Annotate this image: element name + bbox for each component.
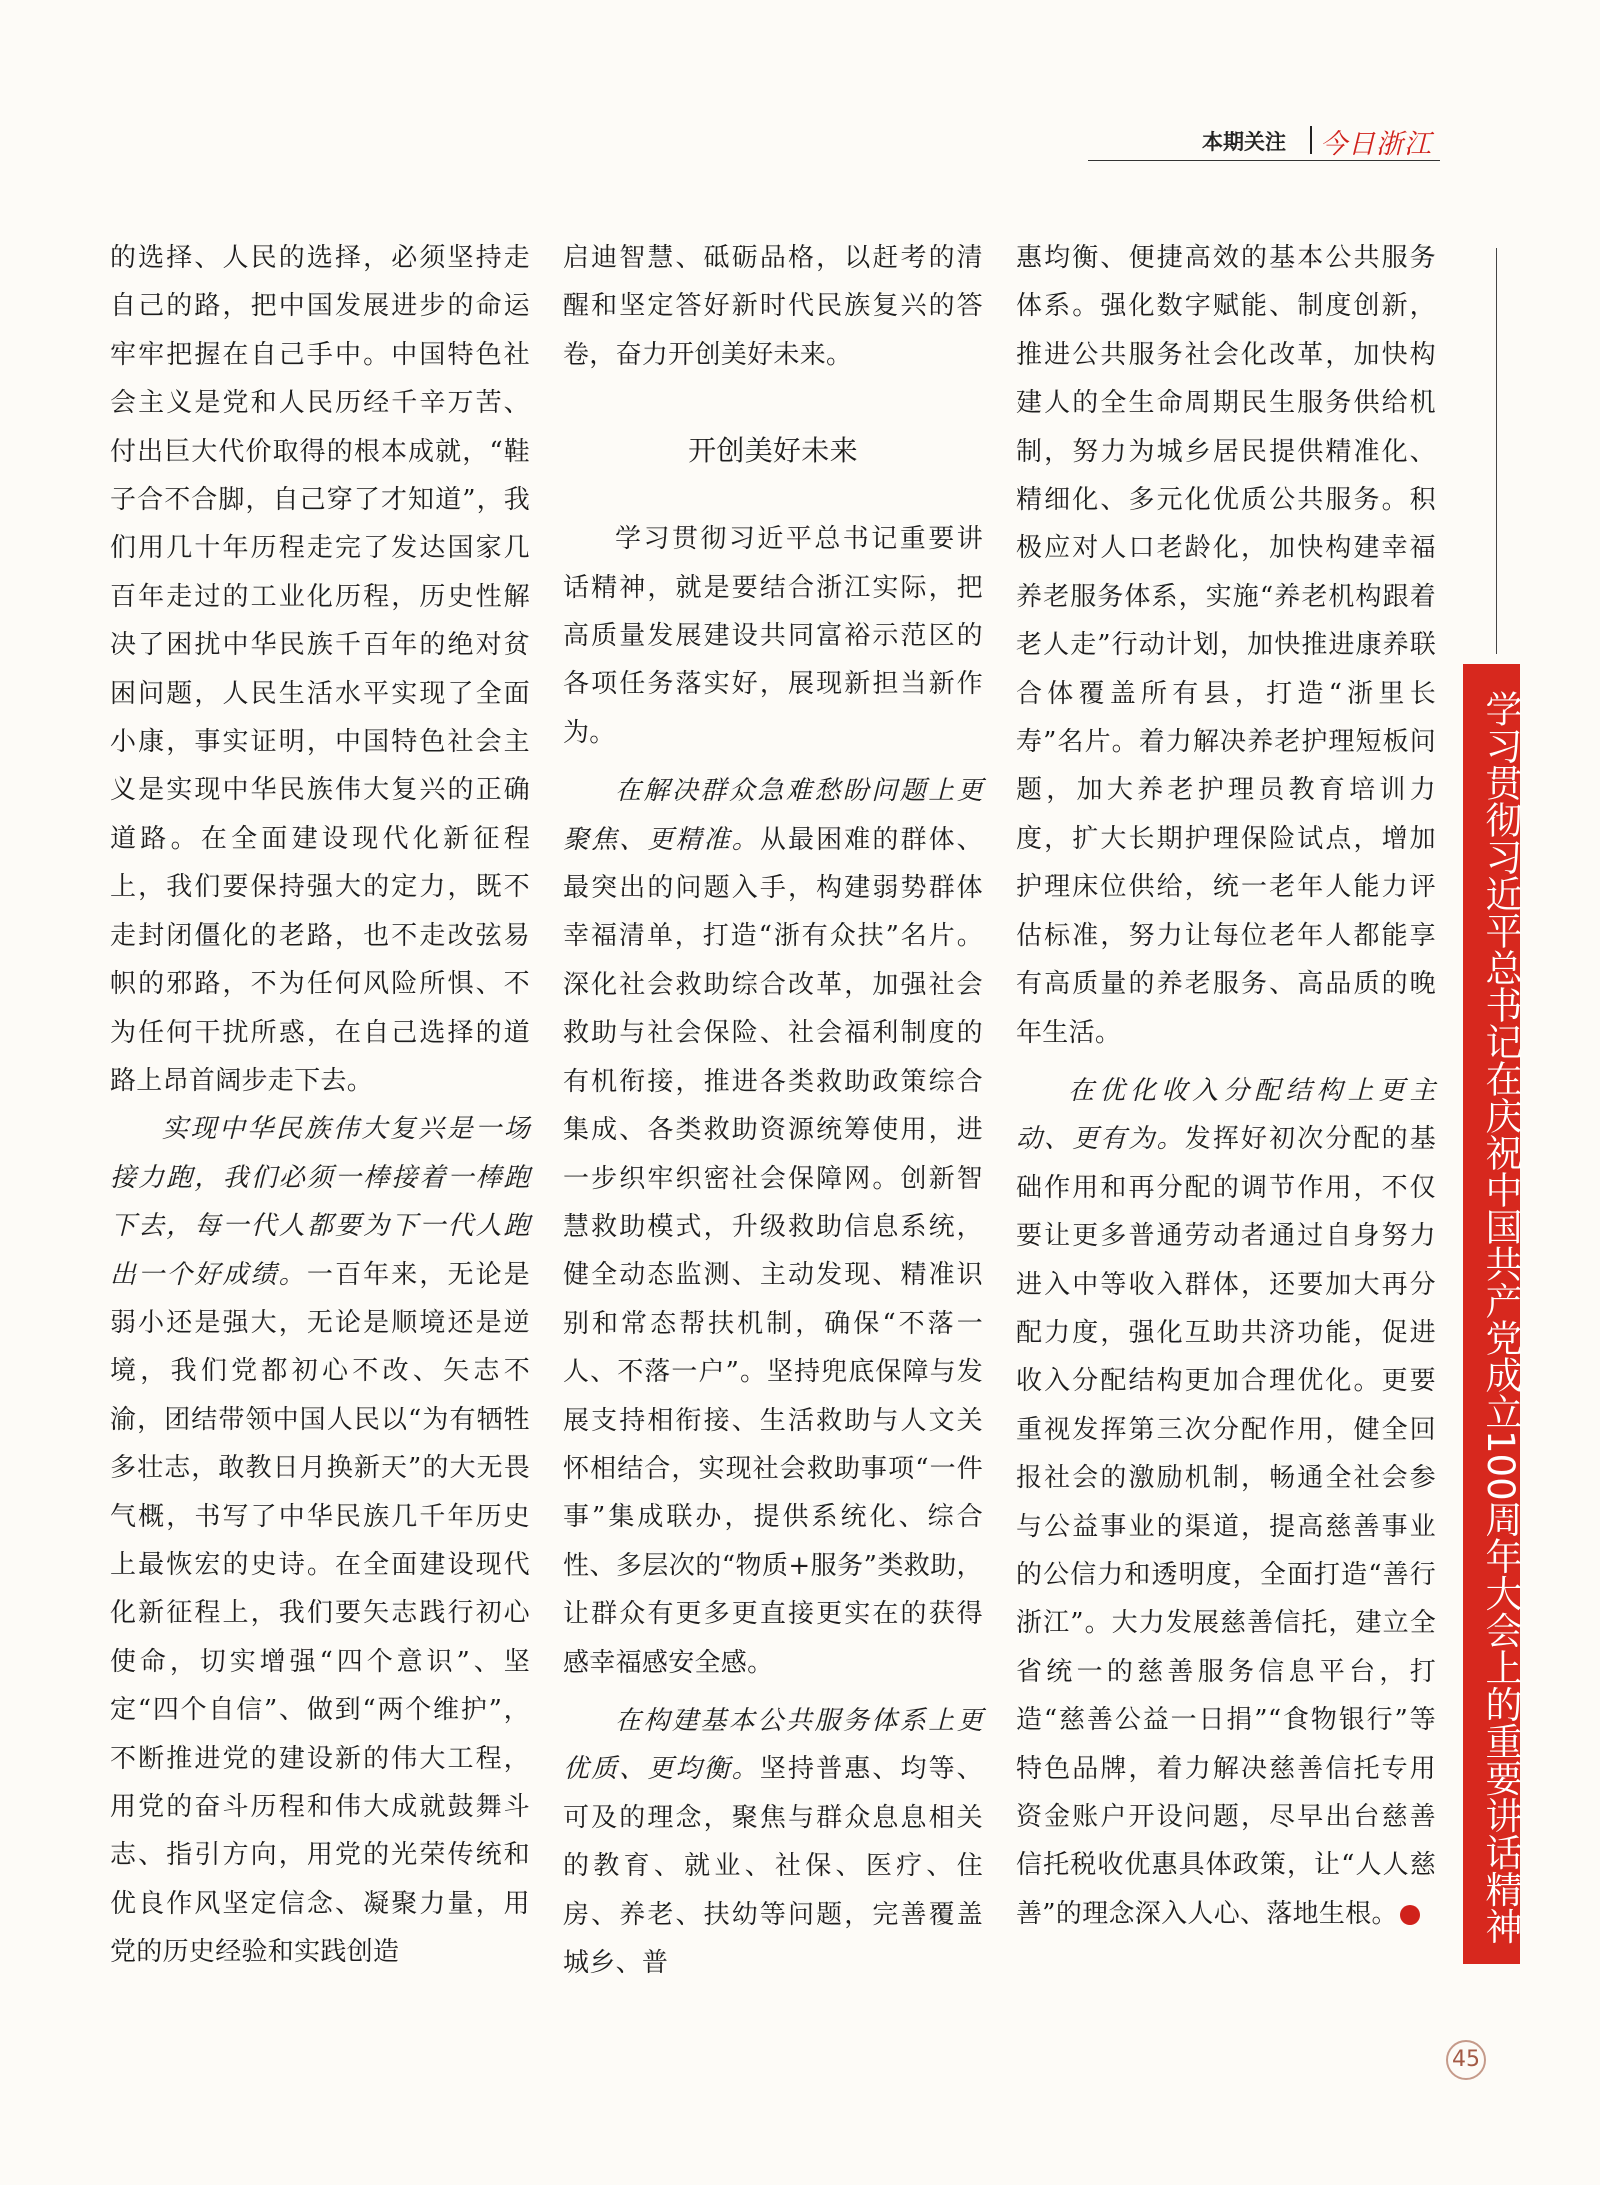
text-column-2 [563, 234, 983, 1987]
paragraph [110, 1105, 530, 1976]
sidebar-title: 学习贯彻习近平总书记在庆祝中国共产党成立100周年大会上的重要讲话精神 [1479, 689, 1522, 1945]
paragraph-body: 从最困难的群体、最突出的问题入手，构建弱势群体幸福清单，打造“浙有众扶”名片。深化社会救助综合改革，加强社会救助与社会保险、社会福利制度的有机衔接，推进各类救助政策综合集成、各类救助资源统筹使用，进一步织牢织密社会保障网。创新智慧救助模式，升级救助信息系统，健全动态监测、主动发现、精准识别和常态帮扶机制，确保“不落一人、不落一户”。坚持兜底保障与发展支持相衔接、生活救助与人文关怀相结合，实现社会救助事项“一件事”集成联办，提供系统化、综合性、多层次的“物质+服务”类救助，让群众有更多更直接更实在的获得感幸福感安全感。 [563, 824, 983, 1678]
text-column-1 [110, 234, 530, 1977]
paragraph-lead: 实现中华民族伟大复兴是一场接力跑，我们必须一棒接着一棒跑下去，每一代人都要为下一代人跑出一个好成绩。 [110, 1114, 530, 1290]
section-label: 本期关注 [1202, 130, 1286, 154]
magazine-logo: 今日浙江 [1320, 129, 1432, 160]
end-mark-icon [1400, 1905, 1420, 1925]
paragraph-body: 坚持普惠、均等、可及的理念，聚焦与群众息息相关的教育、就业、社保、医疗、住房、养老、扶幼等问题，完善覆盖城乡、普 [563, 1754, 983, 1978]
paragraph-lead: 在优化收入分配结构上更主动、更有为。 [1016, 1075, 1436, 1155]
paragraph [563, 767, 983, 1687]
paragraph [1016, 1067, 1436, 1938]
header-divider [1310, 126, 1312, 154]
paragraph-lead: 在解决群众急难愁盼问题上更聚焦、更精准。 [563, 776, 983, 855]
paragraph: 启迪智慧、砥砺品格，以赶考的清醒和坚定答好新时代民族复兴的答卷，奋力开创美好未来。 [563, 243, 983, 370]
paragraph-body: 发挥好初次分配的基础作用和再分配的调节作用，不仅要让更多普通劳动者通过自身努力进入中等收入群体，还要加大再分配力度，强化互助共济功能，促进收入分配结构更加合理优化。更要重视发挥第三次分配作用，健全回报社会的激励机制，畅通全社会参与公益事业的渠道，提高慈善事业的公信力和透明度，全面打造“善行浙江”。大力发展慈善信托，建立全省统一的慈善服务信息平台，打造“慈善公益一日捐”“食物银行”等特色品牌，着力解决慈善信托专用资金账户开设问题，尽早出台慈善信托税收优惠具体政策，让“人人慈善”的理念深入人心、落地生根。 [1016, 1124, 1436, 1929]
paragraph: 的选择、人民的选择，必须坚持走自己的路，把中国发展进步的命运牢牢把握在自己手中。中国特色社会主义是党和人民历经千辛万苦、付出巨大代价取得的根本成就，“鞋子合不合脚，自己穿了才知道”，我们用几十年历程走完了发达国家几百年走过的工业化历程，历史性解决了困扰中华民族千百年的绝对贫困问题，人民生活水平实现了全面小康，事实证明，中国特色社会主义是实现中华民族伟大复兴的正确道路。在全面建设现代化新征程上，我们要保持强大的定力，既不走封闭僵化的老路，也不走改弦易帜的邪路，不为任何风险所惧、不为任何干扰所惑，在自己选择的道路上昂首阔步走下去。 [110, 243, 530, 1096]
paragraph: 学习贯彻习近平总书记重要讲话精神，就是要结合浙江实际，把高质量发展建设共同富裕示范区的各项任务落实好，展现新担当新作为。 [563, 524, 983, 748]
paragraph [563, 1697, 983, 1987]
page-number: 45 [1446, 2040, 1486, 2080]
paragraph: 惠均衡、便捷高效的基本公共服务体系。强化数字赋能、制度创新，推进公共服务社会化改革，加快构建人的全生命周期民生服务供给机制，努力为城乡居民提供精准化、精细化、多元化优质公共服务。积极应对人口老龄化，加快构建幸福养老服务体系，实施“养老机构跟着老人走”行动计划，加快推进康养联合体覆盖所有县，打造“浙里长寿”名片。着力解决养老护理短板问题，加大养老护理员教育培训力度，扩大长期护理保险试点，增加护理床位供给，统一老年人能力评估标准，努力让每位老年人都能享有高质量的养老服务、高品质的晚年生活。 [1016, 243, 1436, 1048]
paragraph-body: 一百年来，无论是弱小还是强大，无论是顺境还是逆境，我们党都初心不改、矢志不渝，团结带领中国人民以“为有牺牲多壮志，敢教日月换新天”的大无畏气概，书写了中华民族几千年历史上最恢宏的史诗。在全面建设现代化新征程上，我们要矢志践行初心使命，切实增强“四个意识”、坚定“四个自信”、做到“两个维护”，不断推进党的建设新的伟大工程，用党的奋斗历程和伟大成就鼓舞斗志、指引方向，用党的光荣传统和优良作风坚定信念、凝聚力量，用党的历史经验和实践创造 [110, 1259, 530, 1968]
paragraph-lead: 在构建基本公共服务体系上更优质、更均衡。 [563, 1705, 983, 1785]
text-column-3 [1016, 234, 1436, 1938]
sidebar-rule [1496, 248, 1497, 654]
page-header [1088, 122, 1440, 162]
section-heading: 开创美好未来 [688, 434, 858, 468]
